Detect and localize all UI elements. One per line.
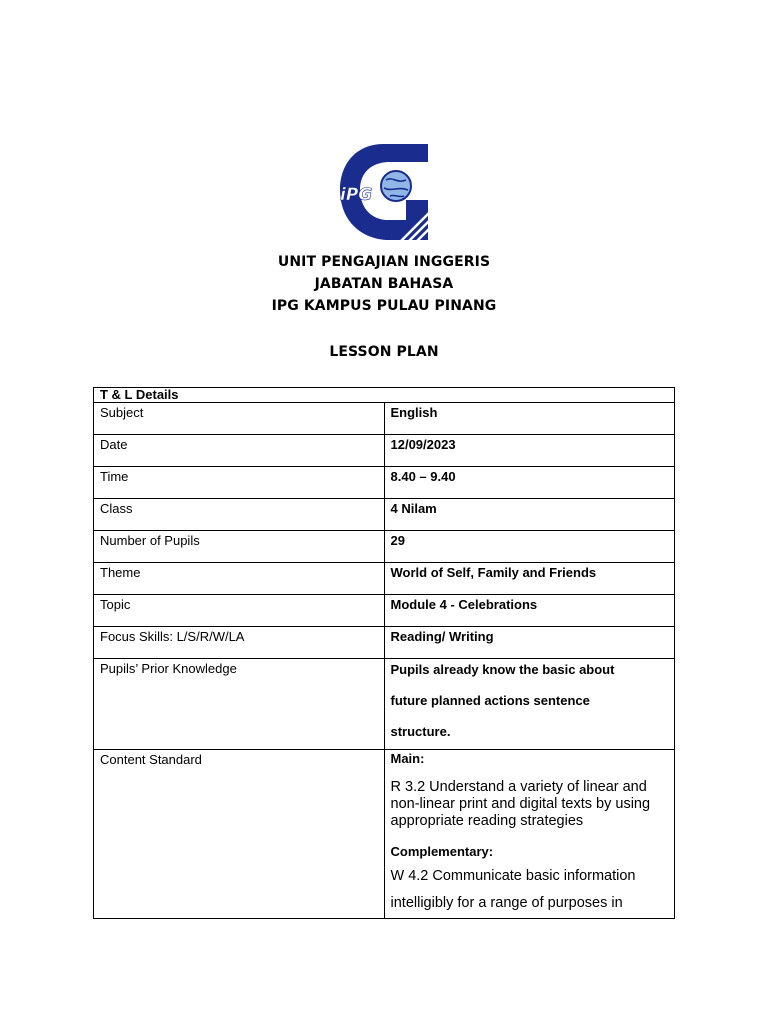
section-title: T & L Details xyxy=(94,388,675,403)
row-label: Content Standard xyxy=(94,750,385,919)
row-label: Class xyxy=(94,499,385,531)
prior-knowledge-line: Pupils already know the basic about xyxy=(390,662,615,677)
row-label: Time xyxy=(94,467,385,499)
prior-knowledge-line: structure. xyxy=(390,724,451,739)
complementary-standard-text: intelligibly for a range of purposes in xyxy=(390,895,623,911)
complementary-standard-text: W 4.2 Communicate basic information xyxy=(390,868,636,884)
row-label: Number of Pupils xyxy=(94,531,385,563)
row-value: 4 Nilam xyxy=(384,499,675,531)
prior-knowledge-line: future planned actions sentence xyxy=(390,693,590,708)
row-value xyxy=(384,750,675,919)
campus-heading: IPG KAMPUS PULAU PINANG xyxy=(271,298,497,314)
row-label: Date xyxy=(94,435,385,467)
row-label: Theme xyxy=(94,563,385,595)
row-value: Module 4 - Celebrations xyxy=(384,595,675,627)
row-value: World of Self, Family and Friends xyxy=(384,563,675,595)
table-row xyxy=(94,435,675,467)
main-standard-text: R 3.2 Understand a variety of linear and non-linear print and digital texts by using appropriate reading strategies xyxy=(390,779,651,829)
row-value: 8.40 – 9.40 xyxy=(384,467,675,499)
unit-heading: UNIT PENGAJIAN INGGERIS xyxy=(277,254,491,270)
main-standard-label: Main: xyxy=(390,751,425,766)
table-row xyxy=(94,499,675,531)
table-row xyxy=(94,531,675,563)
table-row xyxy=(94,403,675,435)
table-row xyxy=(94,595,675,627)
row-value: English xyxy=(384,403,675,435)
document-title: LESSON PLAN xyxy=(329,344,439,360)
complementary-standard-label: Complementary: xyxy=(390,844,494,859)
row-value: Reading/ Writing xyxy=(384,627,675,659)
logo-text: iPG xyxy=(340,185,373,205)
row-value xyxy=(384,659,675,750)
department-heading: JABATAN BAHASA xyxy=(314,276,454,292)
table-row xyxy=(94,563,675,595)
row-value: 12/09/2023 xyxy=(384,435,675,467)
row-label: Pupils’ Prior Knowledge xyxy=(94,659,385,750)
table-row xyxy=(94,467,675,499)
row-label: Focus Skills: L/S/R/W/LA xyxy=(94,627,385,659)
row-value: 29 xyxy=(384,531,675,563)
table-header-row xyxy=(94,388,675,403)
ipg-logo xyxy=(336,140,432,244)
tl-details-table xyxy=(93,387,675,919)
row-label: Topic xyxy=(94,595,385,627)
row-label: Subject xyxy=(94,403,385,435)
table-row xyxy=(94,750,675,919)
table-row xyxy=(94,659,675,750)
